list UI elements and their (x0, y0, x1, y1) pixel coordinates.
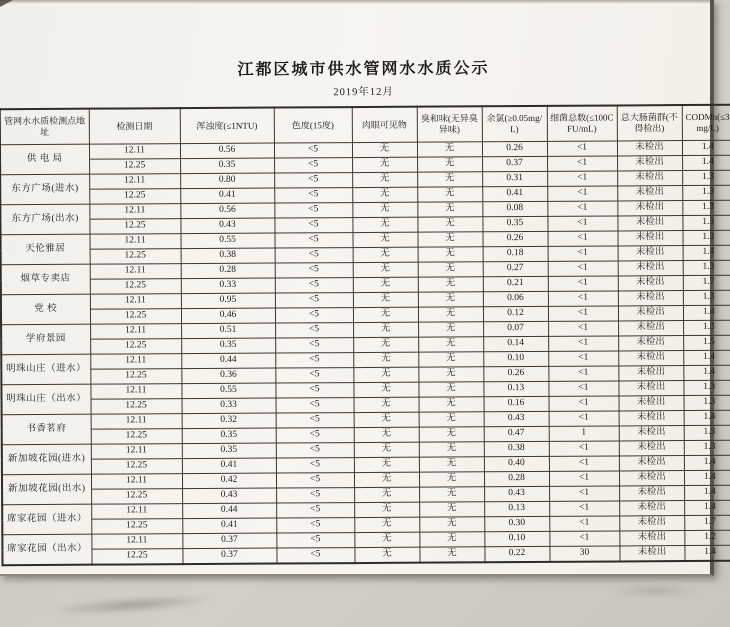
coliform-cell: 未检出 (618, 306, 683, 321)
bacteria-cell: <1 (548, 246, 618, 261)
location-cell: 书香茗府 (2, 414, 91, 445)
codmn-cell: 1.3 (682, 170, 730, 185)
date-cell: 12.25 (89, 189, 180, 205)
chlorine-cell: 0.43 (484, 411, 549, 426)
codmn-cell: 1.3 (682, 230, 730, 245)
date-cell: 12.11 (90, 264, 181, 280)
chlorine-cell: 0.10 (483, 351, 548, 366)
turbidity-cell: 0.41 (180, 188, 274, 204)
header-row (0, 105, 730, 145)
col-bacteria-count: 细菌总数(≤100CFU/mL) (547, 105, 617, 141)
chroma-cell: <5 (275, 323, 353, 338)
bacteria-cell: <1 (547, 156, 617, 171)
coliform-cell: 未检出 (619, 456, 684, 471)
coliform-cell: 未检出 (617, 171, 682, 186)
col-residual-chlorine: 余氯(≥0.05mg/L) (482, 106, 547, 142)
odor-taste-cell: 无 (419, 517, 484, 532)
chlorine-cell: 0.07 (483, 321, 548, 336)
odor-taste-cell: 无 (417, 217, 482, 232)
date-cell: 12.25 (91, 399, 182, 415)
chlorine-cell: 0.12 (483, 306, 548, 321)
date-cell: 12.11 (90, 354, 181, 370)
chlorine-cell: 0.28 (484, 471, 549, 486)
odor-taste-cell: 无 (419, 547, 484, 563)
bacteria-cell: <1 (549, 531, 619, 546)
chroma-cell: <5 (274, 158, 352, 173)
chlorine-cell: 0.30 (484, 516, 549, 531)
coliform-cell: 未检出 (617, 216, 682, 231)
col-turbidity: 浑浊度(≤1NTU) (180, 108, 274, 144)
codmn-cell: 1.4 (682, 140, 730, 155)
location-cell: 明珠山庄（出水） (1, 384, 90, 415)
visible-matter-cell: 无 (353, 322, 418, 337)
chroma-cell: <5 (275, 233, 353, 248)
date-cell: 12.11 (89, 204, 180, 220)
codmn-cell: 1.4 (684, 410, 730, 425)
date-cell: 12.11 (89, 174, 180, 190)
codmn-cell: 1.4 (682, 155, 730, 170)
date-cell: 12.25 (91, 489, 182, 505)
odor-taste-cell: 无 (417, 187, 482, 202)
visible-matter-cell: 无 (354, 457, 419, 472)
chroma-cell: <5 (275, 353, 353, 368)
codmn-cell: 1.5 (683, 335, 730, 350)
chroma-cell: <5 (276, 548, 354, 564)
date-cell: 12.25 (89, 219, 180, 235)
date-cell: 12.25 (89, 159, 180, 175)
chlorine-cell: 0.26 (482, 141, 547, 156)
chroma-cell: <5 (275, 263, 353, 278)
chroma-cell: <5 (276, 473, 354, 488)
bacteria-cell: <1 (547, 141, 617, 156)
chroma-cell: <5 (275, 338, 353, 353)
turbidity-cell: 0.44 (181, 353, 275, 369)
odor-taste-cell: 无 (418, 277, 483, 292)
bacteria-cell: <1 (548, 276, 618, 291)
chroma-cell: <5 (274, 143, 352, 158)
location-cell: 新加坡花园(进水) (2, 444, 91, 475)
chroma-cell: <5 (275, 368, 353, 383)
chroma-cell: <5 (276, 413, 354, 428)
location-cell: 席家花园（出水） (2, 534, 91, 565)
location-cell: 席家花园（进水） (2, 504, 91, 535)
date-cell: 12.25 (90, 249, 181, 265)
odor-taste-cell: 无 (419, 472, 484, 487)
col-chroma: 色度(15度) (274, 107, 352, 143)
date-cell: 12.25 (91, 429, 182, 445)
chlorine-cell: 0.35 (482, 216, 547, 231)
codmn-cell: 1.4 (683, 245, 730, 260)
turbidity-cell: 0.33 (181, 278, 275, 294)
col-visible-matter: 肉眼可见物 (352, 107, 417, 143)
chroma-cell: <5 (274, 173, 352, 188)
turbidity-cell: 0.51 (181, 323, 275, 339)
chlorine-cell: 0.47 (484, 426, 549, 441)
turbidity-cell: 0.38 (181, 248, 275, 264)
bacteria-cell: <1 (547, 171, 617, 186)
bacteria-cell: <1 (548, 351, 618, 366)
visible-matter-cell: 无 (353, 307, 418, 322)
chroma-cell: <5 (274, 218, 352, 233)
bacteria-cell: <1 (548, 366, 618, 381)
turbidity-cell: 0.55 (181, 383, 275, 399)
bacteria-cell: 1 (549, 426, 619, 441)
codmn-cell: 1.4 (684, 470, 730, 485)
turbidity-cell: 0.43 (182, 488, 276, 504)
turbidity-cell: 0.36 (181, 368, 275, 384)
date-cell: 12.11 (90, 234, 181, 250)
date-cell: 12.11 (91, 534, 182, 550)
bacteria-cell: <1 (548, 261, 618, 276)
chroma-cell: <5 (275, 293, 353, 308)
coliform-cell: 未检出 (619, 516, 684, 531)
turbidity-cell: 0.35 (180, 158, 274, 174)
location-cell: 学府景园 (1, 324, 90, 355)
coliform-cell: 未检出 (618, 336, 683, 351)
bacteria-cell: <1 (548, 381, 618, 396)
location-cell: 东方广场(出水) (0, 204, 89, 235)
odor-taste-cell: 无 (419, 397, 484, 412)
visible-matter-cell: 无 (353, 292, 418, 307)
visible-matter-cell: 无 (353, 337, 418, 352)
coliform-cell: 未检出 (617, 156, 682, 171)
codmn-cell: 1.3 (684, 440, 730, 455)
location-cell: 党 校 (1, 294, 90, 325)
bacteria-cell: <1 (548, 306, 618, 321)
table-header (0, 105, 730, 145)
odor-taste-cell: 无 (418, 337, 483, 352)
chroma-cell: <5 (276, 398, 354, 413)
odor-taste-cell: 无 (418, 262, 483, 277)
codmn-cell: 1.3 (682, 215, 730, 230)
table-body (0, 140, 730, 565)
col-odor-taste: 臭和味(无异臭异味) (417, 106, 482, 142)
turbidity-cell: 0.35 (182, 428, 276, 444)
codmn-cell: 1.4 (684, 545, 730, 561)
coliform-cell: 未检出 (619, 426, 684, 441)
chroma-cell: <5 (276, 443, 354, 458)
odor-taste-cell: 无 (419, 427, 484, 442)
odor-taste-cell: 无 (418, 232, 483, 247)
page-title: 江都区城市供水管网水水质公示 (237, 60, 490, 79)
turbidity-cell: 0.28 (181, 263, 275, 279)
turbidity-cell: 0.32 (182, 413, 276, 429)
turbidity-cell: 0.44 (182, 503, 276, 519)
date-cell: 12.25 (90, 339, 181, 355)
bacteria-cell: <1 (549, 516, 619, 531)
codmn-cell: 1.3 (683, 320, 730, 335)
coliform-cell: 未检出 (619, 546, 684, 562)
codmn-cell: 1.2 (684, 530, 730, 545)
bacteria-cell: <1 (549, 396, 619, 411)
chroma-cell: <5 (275, 308, 353, 323)
visible-matter-cell: 无 (354, 547, 419, 563)
chroma-cell: <5 (275, 278, 353, 293)
visible-matter-cell: 无 (353, 352, 418, 367)
codmn-cell: 1.7 (684, 515, 730, 530)
coliform-cell: 未检出 (618, 321, 683, 336)
visible-matter-cell: 无 (353, 367, 418, 382)
codmn-cell: 1.3 (682, 185, 730, 200)
date-cell: 12.11 (90, 324, 181, 340)
visible-matter-cell: 无 (352, 187, 417, 202)
odor-taste-cell: 无 (419, 532, 484, 547)
odor-taste-cell: 无 (418, 322, 483, 337)
turbidity-cell: 0.41 (182, 518, 276, 534)
chlorine-cell: 0.10 (484, 531, 549, 546)
turbidity-cell: 0.80 (180, 173, 274, 189)
coliform-cell: 未检出 (617, 141, 682, 156)
odor-taste-cell: 无 (418, 247, 483, 262)
odor-taste-cell: 无 (418, 292, 483, 307)
turbidity-cell: 0.55 (181, 233, 275, 249)
bacteria-cell: <1 (547, 186, 617, 201)
coliform-cell: 未检出 (618, 276, 683, 291)
bacteria-cell: <1 (548, 291, 618, 306)
date-cell: 12.11 (91, 444, 182, 460)
location-cell: 供 电 局 (0, 144, 89, 175)
date-cell: 12.11 (89, 144, 180, 160)
codmn-cell: 1.4 (683, 365, 730, 380)
coliform-cell: 未检出 (619, 531, 684, 546)
odor-taste-cell: 无 (417, 142, 482, 157)
bacteria-cell: <1 (548, 321, 618, 336)
turbidity-cell: 0.56 (180, 143, 274, 159)
turbidity-cell: 0.37 (182, 548, 276, 564)
coliform-cell: 未检出 (619, 441, 684, 456)
bacteria-cell: 30 (549, 546, 619, 562)
coliform-cell: 未检出 (617, 186, 682, 201)
codmn-cell: 1.3 (684, 395, 730, 410)
chlorine-cell: 0.38 (484, 441, 549, 456)
location-cell: 新加坡花园(出水) (2, 474, 91, 505)
turbidity-cell: 0.35 (181, 338, 275, 354)
odor-taste-cell: 无 (418, 367, 483, 382)
codmn-cell: 1.3 (683, 290, 730, 305)
odor-taste-cell: 无 (417, 172, 482, 187)
chlorine-cell: 0.18 (483, 246, 548, 261)
bacteria-cell: <1 (548, 231, 618, 246)
codmn-cell: 1.4 (684, 485, 730, 500)
coliform-cell: 未检出 (618, 231, 683, 246)
location-cell: 烟草专卖店 (1, 264, 90, 295)
visible-matter-cell: 无 (353, 232, 418, 247)
chroma-cell: <5 (274, 188, 352, 203)
coliform-cell: 未检出 (618, 351, 683, 366)
bacteria-cell: <1 (547, 216, 617, 231)
visible-matter-cell: 无 (352, 172, 417, 187)
bacteria-cell: <1 (549, 456, 619, 471)
visible-matter-cell: 无 (354, 412, 419, 427)
location-cell: 明珠山庄（进水） (1, 354, 90, 385)
visible-matter-cell: 无 (354, 442, 419, 457)
codmn-cell: 1.4 (684, 455, 730, 470)
visible-matter-cell: 无 (352, 142, 417, 157)
odor-taste-cell: 无 (419, 457, 484, 472)
visible-matter-cell: 无 (353, 277, 418, 292)
chlorine-cell: 0.21 (483, 276, 548, 291)
chroma-cell: <5 (276, 503, 354, 518)
turbidity-cell: 0.41 (182, 458, 276, 474)
coliform-cell: 未检出 (619, 411, 684, 426)
chlorine-cell: 0.40 (484, 456, 549, 471)
codmn-cell: 1.3 (683, 380, 730, 395)
visible-matter-cell: 无 (353, 247, 418, 262)
odor-taste-cell: 无 (418, 352, 483, 367)
chroma-cell: <5 (274, 203, 352, 218)
visible-matter-cell: 无 (353, 262, 418, 277)
odor-taste-cell: 无 (418, 382, 483, 397)
date-cell: 12.25 (90, 369, 181, 385)
bacteria-cell: <1 (547, 201, 617, 216)
coliform-cell: 未检出 (618, 246, 683, 261)
bacteria-cell: <1 (549, 411, 619, 426)
visible-matter-cell: 无 (352, 217, 417, 232)
location-cell: 东方广场(进水) (0, 174, 89, 205)
odor-taste-cell: 无 (419, 487, 484, 502)
table-row (2, 545, 730, 565)
bacteria-cell: <1 (549, 441, 619, 456)
chroma-cell: <5 (276, 533, 354, 548)
page-subtitle: 2019年12月 (333, 86, 394, 99)
chroma-cell: <5 (276, 458, 354, 473)
date-cell: 12.25 (91, 459, 182, 475)
odor-taste-cell: 无 (419, 442, 484, 457)
visible-matter-cell: 无 (353, 382, 418, 397)
codmn-cell: 1.4 (684, 500, 730, 515)
chroma-cell: <5 (276, 428, 354, 443)
visible-matter-cell: 无 (354, 397, 419, 412)
chlorine-cell: 0.13 (483, 381, 548, 396)
odor-taste-cell: 无 (417, 202, 482, 217)
location-cell: 天伦雅居 (1, 234, 90, 265)
coliform-cell: 未检出 (618, 381, 683, 396)
visible-matter-cell: 无 (354, 472, 419, 487)
coliform-cell: 未检出 (619, 396, 684, 411)
date-cell: 12.11 (91, 474, 182, 490)
turbidity-cell: 0.37 (182, 533, 276, 549)
codmn-cell: 1.4 (683, 350, 730, 365)
odor-taste-cell: 无 (419, 502, 484, 517)
visible-matter-cell: 无 (354, 427, 419, 442)
visible-matter-cell: 无 (354, 517, 419, 532)
visible-matter-cell: 无 (354, 487, 419, 502)
visible-matter-cell: 无 (354, 502, 419, 517)
chlorine-cell: 0.14 (483, 336, 548, 351)
visible-matter-cell: 无 (352, 157, 417, 172)
date-cell: 12.25 (91, 549, 182, 565)
chlorine-cell: 0.43 (484, 486, 549, 501)
codmn-cell: 1.4 (683, 305, 730, 320)
chroma-cell: <5 (275, 248, 353, 263)
odor-taste-cell: 无 (418, 307, 483, 322)
codmn-cell: 1.3 (683, 260, 730, 275)
date-cell: 12.25 (90, 279, 181, 295)
chlorine-cell: 0.26 (483, 231, 548, 246)
date-cell: 12.11 (90, 294, 181, 310)
coliform-cell: 未检出 (619, 471, 684, 486)
coliform-cell: 未检出 (617, 201, 682, 216)
water-quality-table (0, 104, 730, 566)
bacteria-cell: <1 (548, 336, 618, 351)
chlorine-cell: 0.26 (483, 366, 548, 381)
turbidity-cell: 0.43 (180, 218, 274, 234)
chlorine-cell: 0.06 (483, 291, 548, 306)
codmn-cell: 1.3 (682, 200, 730, 215)
bacteria-cell: <1 (549, 471, 619, 486)
chlorine-cell: 0.16 (484, 396, 549, 411)
date-cell: 12.25 (91, 519, 182, 535)
visible-matter-cell: 无 (354, 532, 419, 547)
turbidity-cell: 0.56 (180, 203, 274, 219)
chroma-cell: <5 (276, 518, 354, 533)
coliform-cell: 未检出 (618, 291, 683, 306)
turbidity-cell: 0.35 (182, 443, 276, 459)
date-cell: 12.11 (91, 414, 182, 430)
chroma-cell: <5 (275, 383, 353, 398)
bacteria-cell: <1 (549, 501, 619, 516)
coliform-cell: 未检出 (618, 261, 683, 276)
chlorine-cell: 0.22 (484, 546, 549, 562)
codmn-cell: 1.3 (684, 425, 730, 440)
turbidity-cell: 0.33 (182, 398, 276, 414)
col-coliform: 总大肠菌群(不得检出) (617, 105, 682, 141)
coliform-cell: 未检出 (619, 486, 684, 501)
coliform-cell: 未检出 (618, 366, 683, 381)
turbidity-cell: 0.42 (182, 473, 276, 489)
visible-matter-cell: 无 (352, 202, 417, 217)
coliform-cell: 未检出 (619, 501, 684, 516)
odor-taste-cell: 无 (417, 157, 482, 172)
col-codmn: CODMn(≤3mg/L) (682, 105, 730, 141)
col-address: 管网水水质检测点地址 (0, 109, 89, 145)
turbidity-cell: 0.95 (181, 293, 275, 309)
codmn-cell: 1.7 (683, 275, 730, 290)
chlorine-cell: 0.08 (482, 201, 547, 216)
bacteria-cell: <1 (549, 486, 619, 501)
date-cell: 12.11 (90, 384, 181, 400)
chlorine-cell: 0.27 (483, 261, 548, 276)
date-cell: 12.25 (90, 309, 181, 325)
chlorine-cell: 0.37 (482, 156, 547, 171)
chlorine-cell: 0.31 (482, 171, 547, 186)
chlorine-cell: 0.41 (482, 186, 547, 201)
odor-taste-cell: 无 (419, 412, 484, 427)
date-cell: 12.11 (91, 504, 182, 520)
turbidity-cell: 0.46 (181, 308, 275, 324)
col-date: 检测日期 (89, 108, 180, 144)
chlorine-cell: 0.13 (484, 501, 549, 516)
chroma-cell: <5 (276, 488, 354, 503)
